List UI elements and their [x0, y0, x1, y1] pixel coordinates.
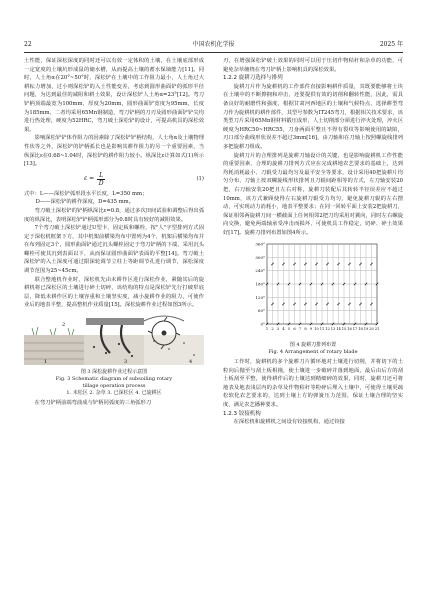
figure-3-caption-en: tillage operation process [82, 382, 146, 389]
x-tick-label: 4 [282, 327, 285, 332]
y-tick-label: 240° [255, 268, 265, 274]
fraction-numerator: L [99, 171, 104, 179]
fraction-denominator: D [98, 179, 104, 187]
figure-3-label-4: 4 [189, 359, 193, 366]
header-rule [24, 52, 403, 53]
y-tick-label: 300° [255, 255, 265, 261]
y-tick-label: 180° [255, 281, 265, 287]
figure-4-blade-arrangement-chart [223, 240, 403, 338]
paragraph: 联合整地机作业时，深松机先由未耕作区进行深松作业，紧随其后的旋耕机将已深松区的土壤进行碎土切碎，该结构的特点是深松铲先行打破犁底层，降低未耕作区的土壤容重和土壤坚实度，减小旋耕作业的阻力，可使作业后的地表平整，提高整机作业质量[15]。深松旋耕作业过程如图3所示。 [24, 276, 204, 309]
figure-3-label-1: 1 [44, 359, 48, 366]
equation-1 [24, 172, 204, 187]
x-tick-label: 17 [352, 327, 358, 332]
figure-4-caption: 图 4 旋耕刀排列布置 [289, 342, 337, 349]
x-tick-label: 1 [265, 327, 269, 332]
x-tick-label: 12 [325, 327, 330, 332]
fraction [97, 172, 105, 187]
figure-3-illustration [24, 313, 204, 365]
paragraph: 旋耕刀片的合理排列是旋耕刀轴设计的关键，也是影响旋耕机工作性能的重要因素，合理的旋耕刀排列方式应在完成耕地农艺要求的基础上，达到均耗消耗最小、刀辊受力最均匀及最平安全等要求，设计采用40把旋耕片均匀分布，刀轴上按双螺旋线形状排列且刀辊间距相等的方式，左刀轴安装20把，右刀轴安装20把且左右对称，旋耕刀装配后其转转半径误差应不超过10mm，该方式兼顾使得左右旋耕刀辊受力均匀，避免旋耕刀辊的左右摆动，可实现动力消耗小，地表平整要求；在同一回转平面上安装2把旋耕刀，保证相邻两旋耕刀间一横截面上任何相邻2把刀均采用对翼向，同时左右螺旋向交换，避免两端轴承受冲击而损坏，可使机具工作稳定，切碎、碎土效果好[17]。旋耕刀排列布置如图4所示。 [223, 152, 403, 236]
paragraph: 在弯刀铲柄前端弯曲成与铲柄同弧度的三角弧形刀 [34, 399, 152, 406]
figure-3-legend: 1. 未松区 2. 杂草 3. 已深松区 4. 已旋耕区 [66, 389, 162, 396]
figure-3-caption: 图 3 深松旋耕作业过程示意图 [80, 368, 148, 375]
right-column [223, 57, 403, 427]
x-tick-label: 6 [293, 327, 296, 332]
figure-4 [223, 240, 403, 356]
x-tick-label: 10 [314, 327, 319, 332]
paragraph: 弯刀破土深松铲的铲柄纵深比ε=0.8，通过多次田间试验和调整后得出弧度的纵深比，表明深松铲铲柄弧形部分为0.8时具有较好的减阻效果。 [24, 207, 204, 223]
x-tick-label: 21 [374, 327, 380, 332]
variable-definition: D——深松铲的耕作深度，D=435 mm。 [35, 199, 134, 206]
figure-3-caption-en: Fig. 3 Schematic diagram of subsoiling rotary [55, 375, 173, 382]
x-tick-label: 13 [330, 327, 336, 332]
x-tick-label: 18 [358, 327, 363, 332]
journal-title: 中国农机化学报 [192, 41, 235, 48]
section-heading: 1.2.2 旋耕刀选择与排列 [223, 75, 283, 82]
paragraph: 影响深松铲铲体作阻力的因素除了深松铲铲柄结构，人土角α及土壤物理性状等之外，深松铲的铲柄弧长也是影响其耕作阻力的另一个重要因素，当纵深比ε在0.68~1.04时，深松铲的耕作阻力较小。纵深比ε计算如式(1)所示[13]。 [24, 135, 204, 168]
equation-number: (1) [196, 175, 204, 182]
paragraph: 在深松机和旋耕机之间设有铰接机构，通过铰接 [233, 419, 345, 426]
page-header [24, 40, 403, 50]
x-tick-label: 7 [298, 327, 302, 332]
x-tick-label: 19 [363, 327, 369, 332]
page-number: 22 [24, 41, 32, 48]
equation-formula [84, 172, 105, 187]
x-tick-label: 11 [319, 327, 325, 332]
x-tick-label: 15 [341, 327, 347, 332]
y-tick-label: 60° [257, 308, 265, 314]
figure-3-label-2: 2 [62, 322, 66, 329]
variable-definition: 式中：L——深松铲弧形段水平长度，L=350 mm； [24, 190, 148, 197]
paragraph: 旋耕刀片作为旋耕机的工作部件直接影响耕作质量，其既要能够将土块在土壤中的不断擦拥和冲击，还要提供有效的切削和翻转性能，因此，需具备良好的耐磨性和强度，根据甘肃河西地区的土壤和气候特点，选择耕型弯刀作为旋耕机的耕作部件，其型号参数为IT245弯刀，根据相关技术要求，该类型刀片采用65Mn钢材料锻压成形，人土切削部分须进行淬火处理，淬火区硬度为HRC50~HRC55，刀身两面平整且不得有裂纹等影响使用的缺陷，刃口部分曲线形状误差不超过3mm[16]，由刀轴和在刀轴上按照螺旋线排列多把旋耕刀组成。 [223, 83, 403, 150]
figure-3-label-3: 3 [124, 359, 128, 366]
x-tick-label: 3 [276, 327, 280, 332]
equation-lhs: ε = [84, 174, 95, 182]
figure-3 [24, 313, 204, 397]
paragraph: 土性能，保证深松深度的同时还可以有效一定体积的土壤，在土壤底部形成一定宽度的土壤坑形成鼠的储水槽，从而提高土壤的蓄水保墒能力[11]。同时，人土角α在20°~50°时，深松铲在土壤中的工作阻力最小，人土角过大耕耘力增加，过小则深松铲的入土性能变差，考虑到圆形曲面铲的弧形半径问题，为达到最佳的减阻和耕土效果，设计深松铲人土角α=23°[12]。弯刀铲柄顶端最宽为100mm，厚度为20mm，圆形曲面铲宽度为95mm，长度为185mm，二者均采用65Mn钢制造，弯刀铲柄的刀刃及圆形曲面铲铲尖均进行热处理，硬度为52HRC，弯刀破土深松铲的设计，可提高机具的深松效果。 [24, 58, 204, 133]
paragraph: 工作时，旋耕机的多个旋耕刀片循环地对土壤进行切削，并将切下的土粒向后抛至与刮土板相撞，使土壤进一步破碎并落到地面，最后由后方的刮土板刮至平整，使得耕作后的土壤达到精细碎的效果，同时，旋耕刀还可将地表及地表浅层内的杂草及作物秸秆等粉碎后埋入土壤中，可使得土壤更疏松软化农艺要求的，达到土壤上方的弹簧压力范围，保证土壤合理的坚实度，满足农艺播种要求。 [223, 359, 403, 409]
y-tick-label: 360° [255, 241, 265, 247]
x-tick-label: 20 [369, 327, 374, 332]
paragraph: 刃，在增强深松铲破土效果的同时可以用于压切作物秸秆和杂草的功能，可避免杂草缠绕在弯刀铲柄上影响机具的深松效果。 [223, 58, 403, 73]
x-tick-label: 8 [304, 327, 307, 332]
left-column [24, 57, 204, 407]
x-tick-label: 5 [287, 327, 291, 332]
section-heading: 1.2.3 铰接机构 [223, 410, 261, 417]
x-tick-label: 16 [347, 327, 352, 332]
figure-4-caption-en: Fig. 4 Arrangement of rotary blade [268, 349, 358, 356]
x-tick-label: 14 [336, 327, 341, 332]
x-tick-label: 9 [309, 327, 313, 332]
y-tick-label: 0° [260, 321, 265, 327]
paragraph: 7个弯刀破土深松铲通过U型卡、固定板和螺栓，按"人"字型排列方式固定于深松机框架下方，其中机架前横梁均布中置列为4个，机架后横梁均布并在布列固定3个，圆形曲面铲通过沉头螺栓固定于弯刀铲柄的下端，采用沉头螺栓可使其沉到表面以下，从而保证圆形曲面铲表面的平整[14]。弯刀破土深松铲的入土深度可通过限深轮调节立柱上等距调节孔进行调节，深松深度调节范围为25~45cm。 [24, 225, 204, 275]
x-tick-label: 2 [271, 327, 274, 332]
y-tick-label: 120° [255, 295, 265, 301]
publication-year: 2025 年 [379, 41, 403, 48]
